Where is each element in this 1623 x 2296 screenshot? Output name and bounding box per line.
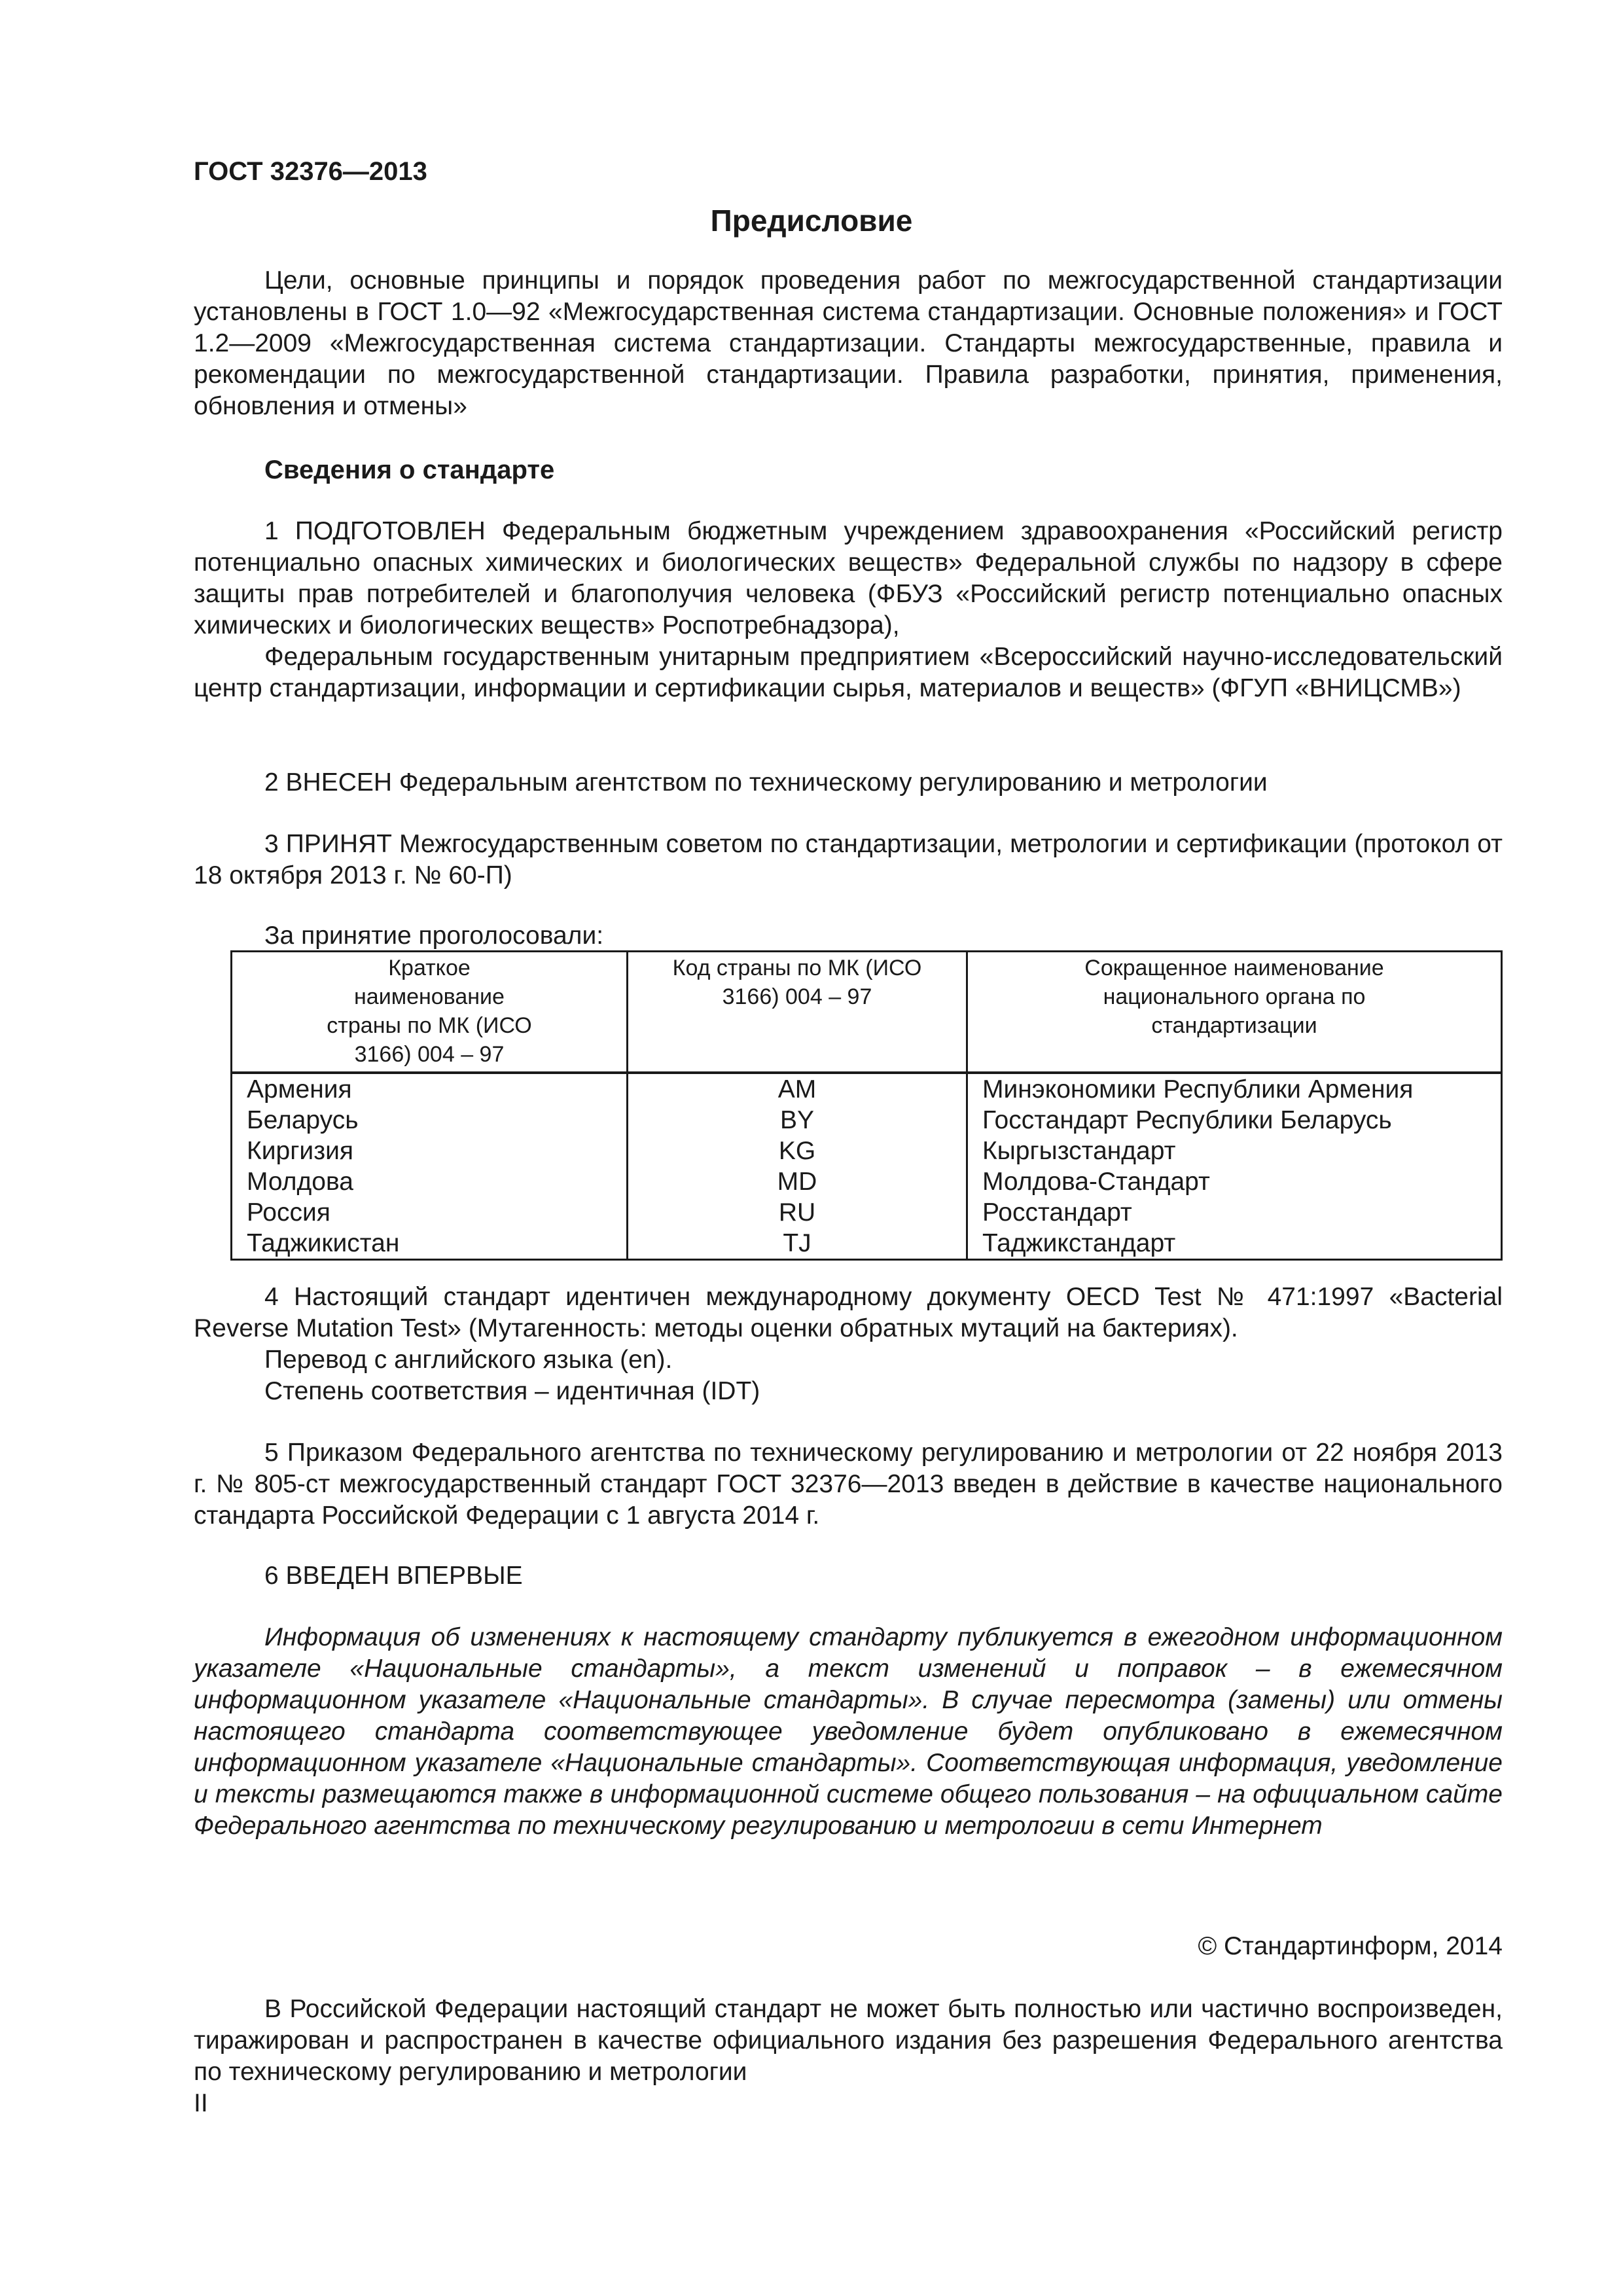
table-row bbox=[232, 1136, 1502, 1166]
item-4-identity-paragraph: 4 Настоящий стандарт идентичен международному документу OECD Test № 471:1997 «Bacterial Reverse Mutation Test» (Мутагенность: методы оценки обратных мутаций на бактериях). bbox=[194, 1283, 1503, 1342]
item-4-degree-line: Степень соответствия – идентичная (IDT) bbox=[264, 1377, 760, 1405]
cell-country: Россия bbox=[232, 1197, 628, 1228]
cell-code: BY bbox=[628, 1105, 967, 1136]
voting-countries-table bbox=[230, 950, 1503, 1261]
foreword-intro-paragraph: Цели, основные принципы и порядок проведения работ по межгосударственной стандартизации установлены в ГОСТ 1.0—92 «Межгосударственная система стандартизации. Основные положения» и ГОСТ 1.2—2009 «Межгосударственная система стандартизации. Стандарты межгосударственные, правила и рекомендации по межгосударственной стандартизации. Правила разработки, принятия, применения, обновления и отмены» bbox=[194, 266, 1503, 420]
table-header-country: Краткое наименование страны по МК (ИСО 3166) 004 – 97 bbox=[232, 952, 628, 1073]
table-row bbox=[232, 1228, 1502, 1260]
changes-information-paragraph: Информация об изменениях к настоящему стандарту публикуется в ежегодном информационном указателе «Национальные стандарты», а текст изменений и поправок – в ежемесячном информационном указателе «Национальные стандарты». В случае пересмотра (замены) или отмены настоящего стандарта соответствующее уведомление будет опубликовано в ежемесячном информационном указателе «Национальные стандарты». Соответствующая информация, уведомление и тексты размещаются также в информационной системе общего пользования – на официальном сайте Федерального агентства по техническому регулированию и метрологии в сети Интернет bbox=[194, 1623, 1503, 1840]
cell-authority: Минэкономики Республики Армения bbox=[967, 1073, 1502, 1105]
item-2-introduced-paragraph: 2 ВНЕСЕН Федеральным агентством по техническому регулированию и метрологии bbox=[264, 768, 1268, 797]
table-row bbox=[232, 1073, 1502, 1105]
table-header-code: Код страны по МК (ИСО 3166) 004 – 97 bbox=[628, 952, 967, 1073]
item-4-translation-line: Перевод с английского языка (en). bbox=[264, 1346, 673, 1374]
table-header-authority: Сокращенное наименование национального органа по стандартизации bbox=[967, 952, 1502, 1073]
page-title: Предисловие bbox=[710, 204, 913, 238]
table-row bbox=[232, 1197, 1502, 1228]
copyright-line: © Стандартинформ, 2014 bbox=[1198, 1932, 1503, 1960]
voted-label: За принятие проголосовали: bbox=[264, 922, 604, 950]
document-code-header: ГОСТ 32376—2013 bbox=[194, 157, 427, 186]
cell-code: RU bbox=[628, 1197, 967, 1228]
cell-code: MD bbox=[628, 1166, 967, 1197]
cell-authority: Госстандарт Республики Беларусь bbox=[967, 1105, 1502, 1136]
cell-code: AM bbox=[628, 1073, 967, 1105]
cell-authority: Росстандарт bbox=[967, 1197, 1502, 1228]
cell-authority: Кыргызстандарт bbox=[967, 1136, 1502, 1166]
cell-country: Армения bbox=[232, 1073, 628, 1105]
cell-authority: Таджикстандарт bbox=[967, 1228, 1502, 1260]
item-3-adopted-paragraph: 3 ПРИНЯТ Межгосударственным советом по стандартизации, метрологии и сертификации (протокол от 18 октября 2013 г. № 60-П) bbox=[194, 830, 1503, 889]
reproduction-notice-paragraph: В Российской Федерации настоящий стандарт не может быть полностью или частично воспроизведен, тиражирован и распространен в качестве официального издания без разрешения Федерального агентства по техническому регулированию и метрологии bbox=[194, 1995, 1503, 2086]
table-row bbox=[232, 1166, 1502, 1197]
cell-code: TJ bbox=[628, 1228, 967, 1260]
cell-country: Киргизия bbox=[232, 1136, 628, 1166]
section-heading: Сведения о стандарте bbox=[264, 456, 555, 484]
item-6-first-introduced: 6 ВВЕДЕН ВПЕРВЫЕ bbox=[264, 1562, 523, 1590]
item-5-order-paragraph: 5 Приказом Федерального агентства по техническому регулированию и метрологии от 22 ноября 2013 г. № 805-ст межгосударственный стандарт ГОСТ 32376—2013 введен в действие в качестве национального стандарта Российской Федерации с 1 августа 2014 г. bbox=[194, 1439, 1503, 1530]
cell-authority: Молдова-Стандарт bbox=[967, 1166, 1502, 1197]
table-header-row bbox=[232, 952, 1502, 1073]
cell-country: Таджикистан bbox=[232, 1228, 628, 1260]
cell-code: KG bbox=[628, 1136, 967, 1166]
table-row bbox=[232, 1105, 1502, 1136]
item-1-co-developer-paragraph: Федеральным государственным унитарным предприятием «Всероссийский научно-исследовательский центр стандартизации, информации и сертификации сырья, материалов и веществ» (ФГУП «ВНИЦСМВ») bbox=[194, 643, 1503, 702]
item-1-prepared-paragraph: 1 ПОДГОТОВЛЕН Федеральным бюджетным учреждением здравоохранения «Российский регистр потенциально опасных химических и биологических веществ» Федеральной службы по надзору в сфере защиты прав потребителей и благополучия человека (ФБУЗ «Российский регистр потенциально опасных химических и биологических веществ» Роспотребнадзора), bbox=[194, 517, 1503, 639]
cell-country: Молдова bbox=[232, 1166, 628, 1197]
page-number: II bbox=[194, 2089, 208, 2117]
cell-country: Беларусь bbox=[232, 1105, 628, 1136]
